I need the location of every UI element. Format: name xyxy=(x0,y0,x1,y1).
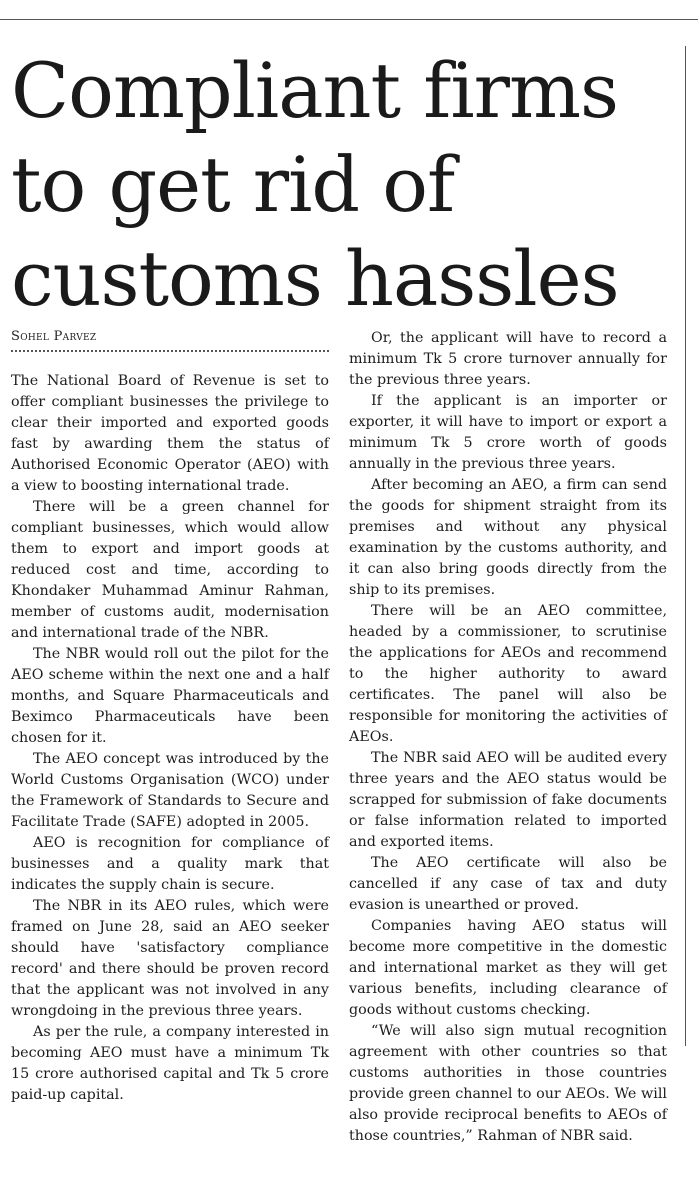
paragraph: AEO is recognition for compliance of businesses and a quality mark that indicates the supply chain is secure. xyxy=(11,835,329,893)
paragraph: There will be an AEO committee, headed by a commissioner, to scrutinise the applications for AEOs and recommend to the higher authority to award certificates. The panel will also be responsible for monitoring the activities of AEOs. xyxy=(349,603,667,745)
paragraph: Companies having AEO status will become more competitive in the domestic and international market as they will get various benefits, including clearance of goods without customs checking. xyxy=(349,918,667,1018)
paragraph: “We will also sign mutual recognition agreement with other countries so that customs authorities in those countries provide green channel to our AEOs. We will also provide reciprocal benefits to AEOs of those countries,” Rahman of NBR said. xyxy=(349,1023,667,1144)
paragraph: As per the rule, a company interested in becoming AEO must have a minimum Tk 15 crore authorised capital and Tk 5 crore paid-up capital. xyxy=(11,1024,329,1103)
headline: Compliant firms to get rid of customs hassles xyxy=(11,46,619,323)
paragraph: If the applicant is an importer or exporter, it will have to import or export a minimum Tk 5 crore worth of goods annually in the previous three years. xyxy=(349,393,667,472)
paragraph: The NBR in its AEO rules, which were framed on June 28, said an AEO seeker should have 'satisfactory compliance record' and there should be proven record that the applicant was not involved in any wrongdoing in the previous three years. xyxy=(11,898,329,1019)
article-column-1 xyxy=(11,371,329,1106)
paragraph: The National Board of Revenue is set to offer compliant businesses the privilege to clear their imported and exported goods fast by awarding them the status of Authorised Economic Operator (AEO) with a view to boosting international trade. xyxy=(11,373,329,494)
paragraph: The NBR said AEO will be audited every three years and the AEO status would be scrapped for submission of fake documents or false information related to imported and exported items. xyxy=(349,750,667,850)
byline: Sohel Parvez xyxy=(11,329,97,344)
paragraph: The AEO certificate will also be cancelled if any case of tax and duty evasion is unearthed or proved. xyxy=(349,855,667,913)
top-rule xyxy=(0,19,698,20)
paragraph: Or, the applicant will have to record a minimum Tk 5 crore turnover annually for the previous three years. xyxy=(349,330,667,388)
byline-divider xyxy=(11,350,329,352)
column-rule xyxy=(685,46,686,1046)
paragraph: The AEO concept was introduced by the World Customs Organisation (WCO) under the Framework of Standards to Secure and Facilitate Trade (SAFE) adopted in 2005. xyxy=(11,751,329,830)
paragraph: There will be a green channel for compliant businesses, which would allow them to export and import goods at reduced cost and time, according to Khondaker Muhammad Aminur Rahman, member of customs audit, modernisation and international trade of the NBR. xyxy=(11,499,329,641)
article-column-2 xyxy=(349,328,667,1147)
paragraph: The NBR would roll out the pilot for the AEO scheme within the next one and a half months, and Square Pharmaceuticals and Beximco Pharmaceuticals have been chosen for it. xyxy=(11,646,329,746)
paragraph: After becoming an AEO, a firm can send the goods for shipment straight from its premises and without any physical examination by the customs authority, and it can also bring goods directly from the ship to its premises. xyxy=(349,477,667,598)
